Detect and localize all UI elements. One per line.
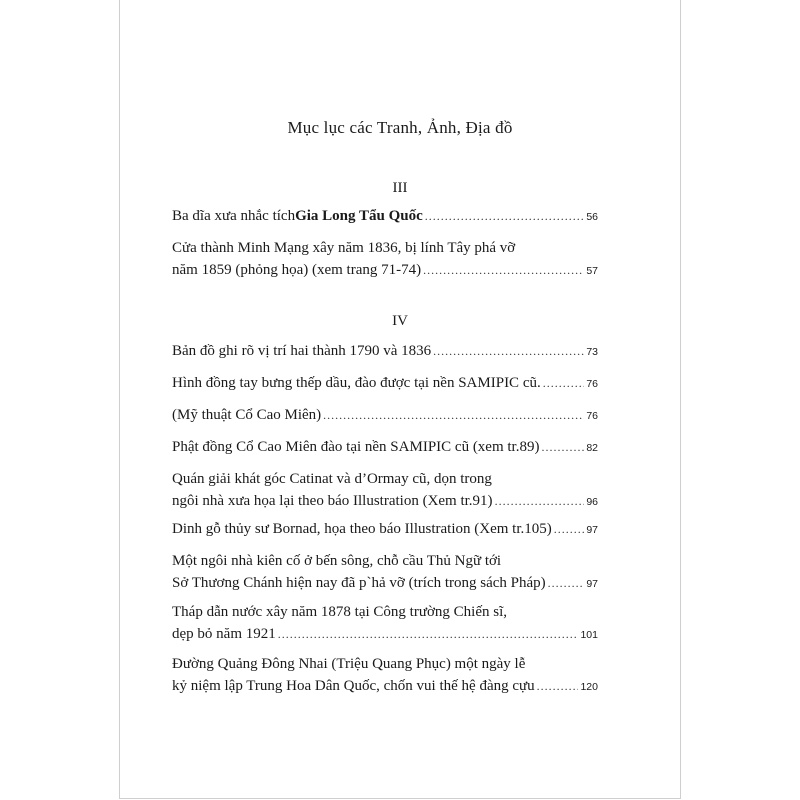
entry-text: năm 1859 (phỏng họa) (xem trang 71-74) bbox=[172, 262, 422, 278]
entry-bold-text: Gia Long Tẩu Quốc bbox=[295, 208, 423, 224]
dot-leader bbox=[423, 259, 584, 281]
entry-text: Hình đồng tay bưng thếp dầu, đào được tại nền SAMIPIC cũ. bbox=[172, 375, 541, 391]
dot-leader bbox=[537, 675, 579, 697]
entry-text: Ba dĩa xưa nhắc tích bbox=[172, 208, 296, 224]
page-number: 97 bbox=[586, 524, 598, 536]
dot-leader bbox=[323, 404, 584, 426]
entry-text: kỷ niệm lập Trung Hoa Dân Quốc, chốn vui thế hệ đàng cựu bbox=[172, 678, 535, 694]
dot-leader bbox=[543, 372, 585, 394]
entry-text: Phật đồng Cổ Cao Miên đào tại nền SAMIPIC cũ (xem tr.89) bbox=[172, 439, 540, 455]
page-title: Mục lục các Tranh, Ảnh, Địa đồ bbox=[287, 118, 513, 137]
page-number: 96 bbox=[586, 496, 598, 508]
toc-entry bbox=[172, 601, 598, 646]
dot-leader bbox=[554, 518, 585, 540]
page-number: 120 bbox=[580, 681, 598, 693]
page-number: 57 bbox=[586, 265, 598, 277]
toc-entry bbox=[172, 518, 598, 541]
dot-leader bbox=[433, 340, 584, 362]
entry-text: ngôi nhà xưa họa lại theo báo Illustration (Xem tr.91) bbox=[172, 493, 493, 509]
page-number: 82 bbox=[586, 442, 598, 454]
entry-text: Sở Thương Chánh hiện nay đã p`hả vỡ (trích trong sách Pháp) bbox=[172, 575, 546, 591]
entry-text: Bản đồ ghi rõ vị trí hai thành 1790 và 1836 bbox=[172, 343, 432, 359]
section-label-iv: IV bbox=[392, 313, 408, 329]
toc-entry bbox=[172, 205, 598, 228]
page-number: 97 bbox=[586, 578, 598, 590]
toc-entry bbox=[172, 372, 598, 395]
page-number: 73 bbox=[586, 346, 598, 358]
entry-text: Đường Quảng Đông Nhai (Triệu Quang Phục) một ngày lễ bbox=[172, 656, 526, 672]
entry-text: Một ngôi nhà kiên cố ở bến sông, chỗ cầu Thủ Ngữ tới bbox=[172, 553, 502, 569]
book-page bbox=[119, 0, 681, 799]
toc-entry bbox=[172, 436, 598, 459]
dot-leader bbox=[425, 205, 585, 227]
entry-text: Tháp dẫn nước xây năm 1878 tại Công trường Chiến sĩ, bbox=[172, 604, 507, 620]
toc-entry bbox=[172, 653, 598, 698]
dot-leader bbox=[278, 623, 579, 645]
page-number: 56 bbox=[586, 211, 598, 223]
entry-text: Quán giải khát góc Catinat và d’Ormay cũ, dọn trong bbox=[172, 471, 492, 487]
toc-entry bbox=[172, 468, 598, 513]
toc-entry bbox=[172, 340, 598, 363]
toc-entry bbox=[172, 550, 598, 595]
page-number: 101 bbox=[580, 629, 598, 641]
entry-text: (Mỹ thuật Cổ Cao Miên) bbox=[172, 407, 322, 423]
toc-entry bbox=[172, 237, 598, 282]
toc-entry bbox=[172, 404, 598, 427]
entry-text: Cửa thành Minh Mạng xây năm 1836, bị lính Tây phá vỡ bbox=[172, 240, 516, 256]
section-label-iii: III bbox=[392, 180, 408, 196]
entry-text: Dinh gỗ thủy sư Bornad, họa theo báo Illustration (Xem tr.105) bbox=[172, 521, 552, 537]
entry-text: dẹp bỏ năm 1921 bbox=[172, 626, 276, 642]
page-number: 76 bbox=[586, 378, 598, 390]
dot-leader bbox=[541, 436, 584, 458]
dot-leader bbox=[495, 490, 585, 512]
dot-leader bbox=[548, 572, 585, 594]
page-number: 76 bbox=[586, 410, 598, 422]
